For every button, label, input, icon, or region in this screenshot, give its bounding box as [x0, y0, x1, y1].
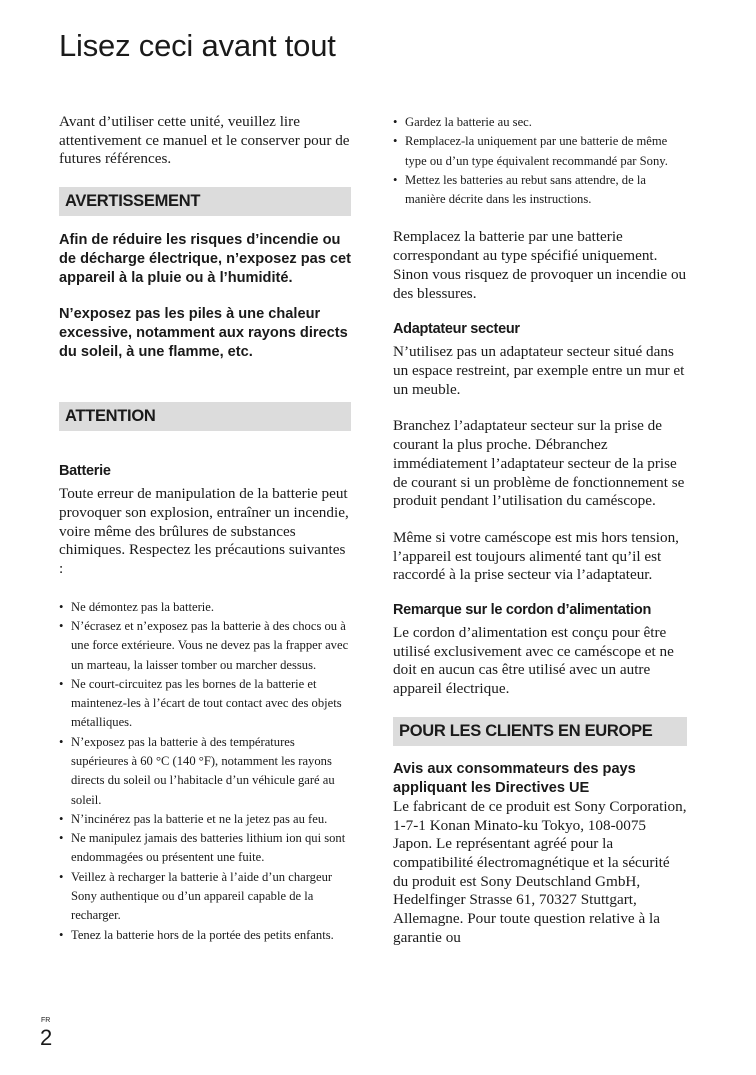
list-item: • Tenez la batterie hors de la portée des petits enfants. — [59, 926, 351, 945]
list-item: • N’écrasez et n’exposez pas la batterie à des chocs ou à une force extérieure. Vous ne devez pas la frapper avec un marteau, la laisser tomber ou marcher dessus. — [59, 617, 351, 675]
intro-paragraph: Avant d’utiliser cette unité, veuillez lire attentivement ce manuel et le conserver pour de futures références. — [59, 113, 350, 168]
list-item: • Mettez les batteries au rebut sans attendre, de la manière décrite dans les instructions. — [393, 171, 687, 210]
page-title: Lisez ceci avant tout — [59, 28, 336, 63]
list-item: • Gardez la batterie au sec. — [393, 113, 687, 132]
page-number: 2 — [40, 1025, 53, 1050]
language-code: FR — [41, 1017, 51, 1024]
warning-paragraph-1: Afin de réduire les risques d’incendie ou de décharge électrique, n’exposez pas cet appareil à la pluie ou à l’humidité. — [59, 232, 351, 287]
warning-paragraph-2: N’exposez pas les piles à une chaleur excessive, notamment aux rayons directs du soleil, à une flamme, etc. — [59, 306, 348, 361]
eu-notice-paragraph: Le fabricant de ce produit est Sony Corporation, 1-7-1 Konan Minato-ku Tokyo, 108-0075 Japon. Le représentant agréé pour la compatibilité électromagnétique et la sécurité du produit est Sony Deutschland GmbH, Hedelfinger Strasse 61, 70327 Stuttgart, Allemagne. Pour toute question relative à la garantie ou — [393, 797, 687, 946]
battery-paragraph: Toute erreur de manipulation de la batterie peut provoquer son explosion, entraîner un incendie, voire même des brûlures de substances chimiques. Respectez les précautions suivantes : — [59, 485, 349, 577]
battery-heading: Batterie — [59, 463, 111, 480]
adapter-paragraph-2: Branchez l’adaptateur secteur sur la prise de courant la plus proche. Débranchez immédiatement l’adaptateur secteur de la prise de courant si un problème de fonctionnement se produit pendant l’utilisation du caméscope. — [393, 417, 685, 510]
adapter-paragraph-3: Même si votre caméscope est mis hors tension, l’appareil est toujours alimenté tant qu’il est raccordé à la prise secteur via l’adaptateur. — [393, 528, 679, 584]
battery-precautions-list-continued — [393, 113, 687, 209]
adapter-paragraph-1: N’utilisez pas un adaptateur secteur situé dans un espace restreint, par exemple entre un mur et un meuble. — [393, 343, 685, 398]
power-cord-paragraph: Le cordon d’alimentation est conçu pour être utilisé exclusivement avec ce caméscope et ne doit en aucun cas être utilisé avec un autre appareil électrique. — [393, 624, 674, 698]
list-item: • N’exposez pas la batterie à des températures supérieures à 60 °C (140 °F), notamment les rayons directs du soleil ou l’habitacle d’un véhicule garé au soleil. — [59, 733, 351, 810]
attention-heading-bar: ATTENTION — [59, 402, 351, 431]
battery-precautions-list — [59, 598, 351, 945]
left-column — [59, 113, 351, 945]
list-item: • Remplacez-la uniquement par une batterie de même type ou d’un type équivalent recommandé par Sony. — [393, 132, 687, 171]
list-item: • Ne court-circuitez pas les bornes de la batterie et maintenez-les à l’écart de tout contact avec des objets métalliques. — [59, 675, 351, 733]
europe-heading-bar: POUR LES CLIENTS EN EUROPE — [393, 717, 687, 746]
list-item: • Ne démontez pas la batterie. — [59, 598, 351, 617]
right-column — [393, 113, 687, 947]
list-item: • N’incinérez pas la batterie et ne la jetez pas au feu. — [59, 810, 351, 829]
list-item: • Ne manipulez jamais des batteries lithium ion qui sont endommagées ou présentent une fuite. — [59, 829, 351, 868]
power-cord-heading: Remarque sur le cordon d’alimentation — [393, 602, 652, 619]
replace-battery-paragraph: Remplacez la batterie par une batterie correspondant au type spécifié uniquement. Sinon vous risquez de provoquer un incendie ou des blessures. — [393, 228, 687, 302]
warning-heading-bar: AVERTISSEMENT — [59, 187, 351, 216]
eu-notice-heading: Avis aux consommateurs des pays appliquant les Directives UE — [393, 760, 636, 796]
list-item: • Veillez à recharger la batterie à l’aide d’un chargeur Sony authentique ou d’un appareil capable de la recharger. — [59, 868, 351, 926]
adapter-heading: Adaptateur secteur — [393, 321, 520, 338]
